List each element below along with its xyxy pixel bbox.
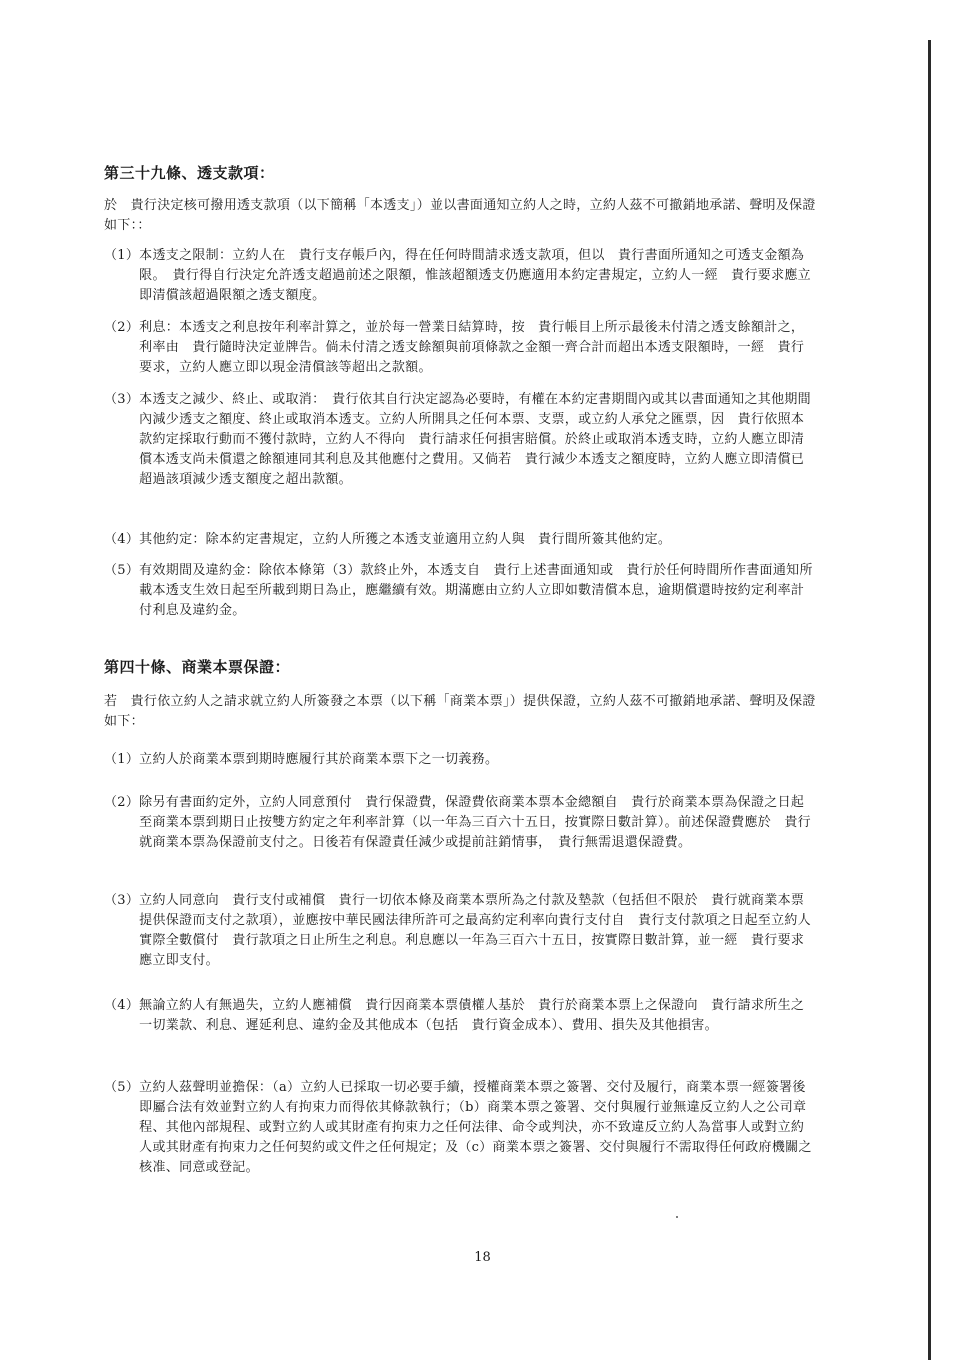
item-text: 立約人同意向 貴行支付或補償 貴行一切依本條及商業本票所為之付款及墊款（包括但不限於 貴行就商業本票提供保證而支付之款項），並應按中華民國法律所許可之最高約定利率向貴行支付自 貴行支付款項之日起至立約人實際全數償付 貴行款項之日止所生之利息。利息應以一年為三百六十五日，按實際日數計算，並一經 貴行要求應立即支付。: [139, 893, 811, 968]
item-number: （3）: [104, 392, 140, 407]
item-number: （2）: [104, 320, 140, 335]
item-number: （4）: [104, 532, 140, 547]
article-40-item-1: [104, 750, 816, 770]
item-text: 其他約定：除本約定書規定，立約人所獲之本透支並適用立約人與 貴行間所簽其他約定。: [139, 532, 672, 547]
article-39-intro: 於 貴行決定核可撥用透支款項（以下簡稱「本透支」）並以書面通知立約人之時，立約人茲不可撤銷地承諾、聲明及保證如下：：: [104, 198, 816, 233]
item-text: 立約人茲聲明並擔保：（a）立約人已採取一切必要手續，授權商業本票之簽署、交付及履行，商業本票一經簽署後即屬合法有效並對立約人有拘束力而得依其條款執行；（b）商業本票之簽署、交付與履行並無違反立約人之公司章程、其他內部規程、或對立約人或其財產有拘束力之任何法律、命令或判決，亦不致違反立約人為當事人或對立約人或其財產有拘束力之任何契約或文件之任何規定；及（c）商業本票之簽署、交付與履行不需取得任何政府機關之核准、同意或登記。: [139, 1080, 812, 1175]
article-39-item-3: [104, 390, 816, 490]
item-text: 除另有書面約定外，立約人同意預付 貴行保證費，保證費依商業本票本金總額自 貴行於商業本票為保證之日起至商業本票到期日止按雙方約定之年利率計算（以一年為三百六十五日，按實際日數計算）。前述保證費應於 貴行就商業本票為保證前支付之。日後若有保證責任減少或提前註銷情事， 貴行無需退還保證費。: [139, 795, 811, 850]
article-40-item-4: [104, 996, 816, 1036]
article-40-item-2: [104, 793, 816, 853]
article-39-item-2: [104, 318, 816, 378]
article-40-heading: 第四十條、商業本票保證：: [104, 658, 291, 676]
page-number: 18: [474, 1250, 491, 1265]
article-39-item-5: [104, 561, 816, 621]
item-number: （4）: [104, 998, 140, 1013]
item-number: （5）: [104, 1080, 140, 1095]
article-39-heading: 第三十九條、透支款項：: [104, 164, 275, 182]
item-number: （1）: [104, 752, 140, 767]
article-39-item-4: [104, 530, 816, 550]
article-39-item-1: [104, 246, 816, 306]
item-text: 有效期間及違約金：除依本條第（3）款終止外，本透支自 貴行上述書面通知或 貴行於任何時間所作書面通知所載本透支生效日起至所載到期日為止，應繼續有效。期滿應由立約人立即如數清償本息，逾期償還時按約定利率計付利息及違約金。: [139, 563, 813, 618]
article-40-item-5: [104, 1078, 816, 1178]
item-text: 無論立約人有無過失，立約人應補償 貴行因商業本票債權人基於 貴行於商業本票上之保證向 貴行請求所生之一切業款、利息、遲延利息、違約金及其他成本（包括 貴行資金成本）、費用、損失及其他損害。: [139, 998, 805, 1033]
item-number: （2）: [104, 795, 140, 810]
item-number: （5）: [104, 563, 140, 578]
item-number: （1）: [104, 248, 140, 263]
item-text: 立約人於商業本票到期時應履行其於商業本票下之一切義務。: [139, 752, 499, 767]
item-number: （3）: [104, 893, 140, 908]
article-40-intro: 若 貴行依立約人之請求就立約人所簽發之本票（以下稱「商業本票」）提供保證，立約人茲不可撤銷地承諾、聲明及保證如下：: [104, 694, 816, 729]
article-40-item-3: [104, 891, 816, 971]
scan-speck: [676, 1216, 678, 1218]
item-text: 本透支之減少、終止、或取消： 貴行依其自行決定認為必要時，有權在本約定書期間內或其以書面通知之其他期間內減少透支之額度、終止或取消本透支。立約人所開具之任何本票、支票，或立約人承兌之匯票，因 貴行依照本款約定採取行動而不獲付款時，立約人不得向 貴行請求任何損害賠償。於終止或取消本透支時，立約人應立即清償本透支尚未償還之餘額連同其利息及其他應付之費用。又倘若 貴行減少本透支之額度時，立約人應立即清償已超過該項減少透支額度之超出款額。: [139, 392, 811, 487]
item-text: 利息：本透支之利息按年利率計算之，並於每一營業日結算時，按 貴行帳目上所示最後未付清之透支餘額計之，利率由 貴行隨時決定並牌告。倘未付清之透支餘額與前項條款之金額一齊合計而超出本透支限額時，一經 貴行要求，立約人應立即以現金清償該等超出之款額。: [139, 320, 805, 375]
item-text: 本透支之限制：立約人在 貴行支存帳戶內，得在任何時間請求透支款項，但以 貴行書面所通知之可透支金額為限。 貴行得自行決定允許透支超過前述之限額，惟該超額透支仍應適用本約定書規定，立約人一經 貴行要求應立即清償該超過限額之透支額度。: [139, 248, 811, 303]
